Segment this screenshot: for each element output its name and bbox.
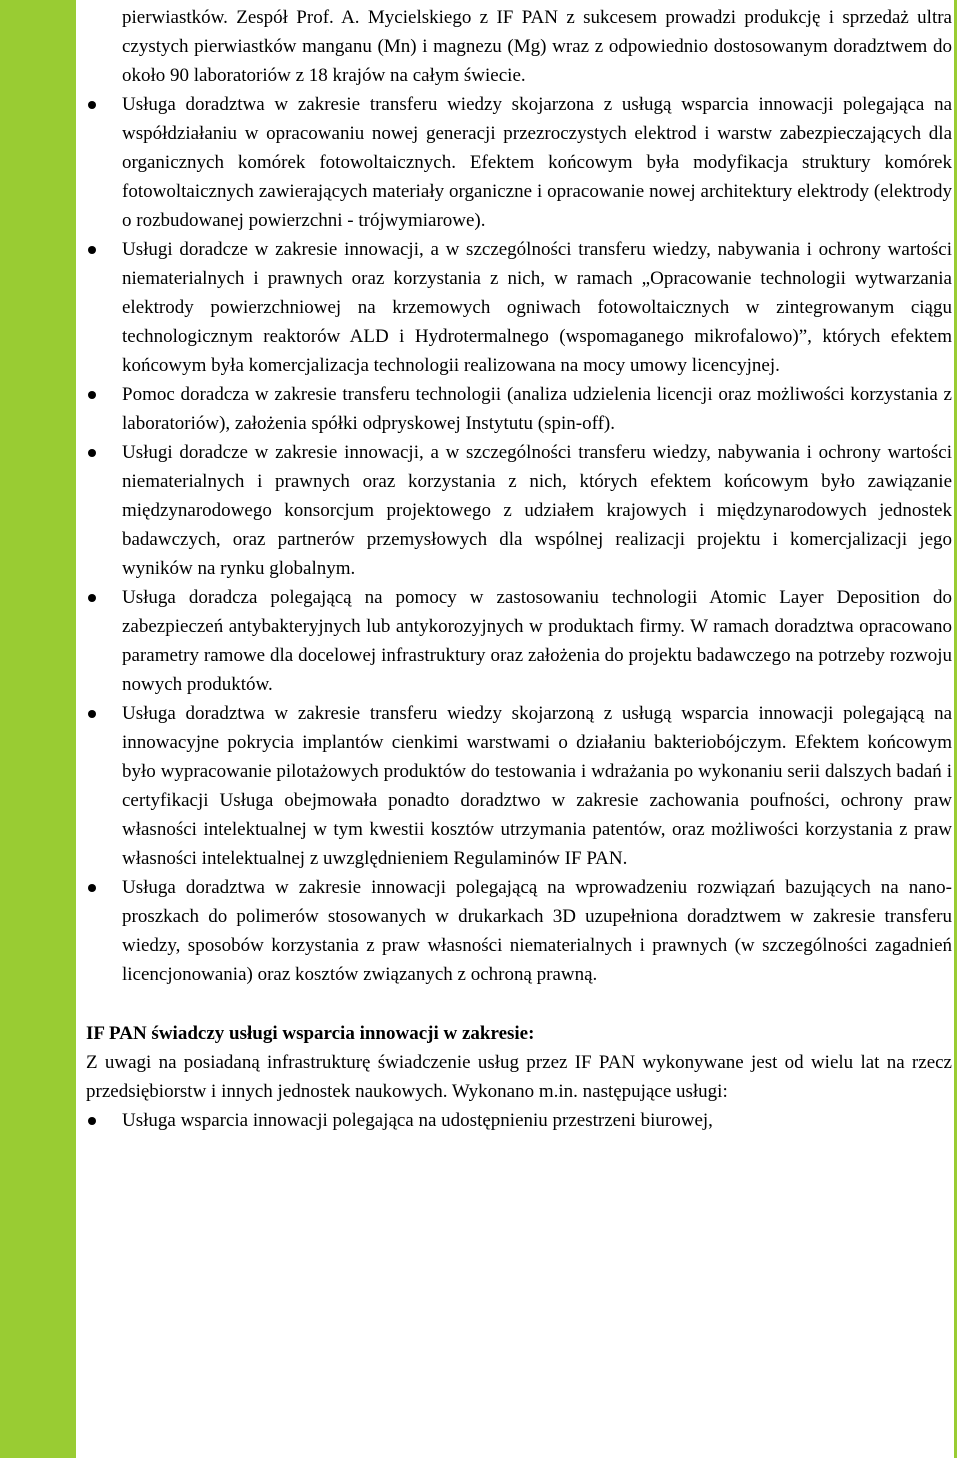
bullet-icon — [88, 101, 96, 109]
bullet-icon — [88, 449, 96, 457]
list-item-text: Usługi doradcze w zakresie innowacji, a w szczególności transferu wiedzy, nabywania i ochrony wartości niematerialnych i prawnych oraz korzystania z nich, których efektem końcowym było zawiązanie międzynarodowego konsorcjum projektowego z udziałem krajowych i międzynarodowych jednostek badawczych, oraz partnerów przemysłowych dla wspólnej realizacji projektu i komercjalizacji jego wyników na rynku globalnym. — [122, 442, 952, 579]
bullet-icon — [88, 884, 96, 892]
bullet-icon — [88, 1117, 96, 1125]
list-item — [86, 380, 952, 438]
list-item — [86, 438, 952, 583]
document-body — [86, 0, 952, 1135]
continuation-paragraph: pierwiastków. Zespół Prof. A. Mycielskiego z IF PAN z sukcesem prowadzi produkcję i sprzedaż ultra czystych pierwiastków manganu (Mn) i magnezu (Mg) wraz z odpowiednio dostosowanym doradztwem do około 90 laboratoriów z 18 krajów na całym świecie. — [122, 7, 952, 86]
list-item — [86, 235, 952, 380]
section-heading: IF PAN świadczy usługi wsparcia innowacji w zakresie: — [86, 1023, 535, 1044]
bullet-icon — [88, 710, 96, 718]
list-item-text: Usługa doradztwa w zakresie transferu wiedzy skojarzoną z usługą wsparcia innowacji polegającą na innowacyjne pokrycia implantów cienkimi warstwami o działaniu bakteriobójczym. Efektem końcowym było wypracowanie pilotażowych produktów do testowania i wdrażania po wykonaniu serii dalszych badań i certyfikacji Usługa obejmowała ponadto doradztwo w zakresie zachowania poufności, ochrony praw własności intelektualnej w tym kwestii kosztów utrzymania patentów, oraz możliwości korzystania z praw własności intelektualnej z uwzględnieniem Regulaminów IF PAN. — [122, 703, 952, 869]
list-item-text: Usługi doradcze w zakresie innowacji, a w szczególności transferu wiedzy, nabywania i ochrony wartości niematerialnych i prawnych oraz korzystania z nich, w ramach „Opracowanie technologii wytwarzania elektrody powierzchniowej na krzemowych ogniwach fotowoltaicznych w zintegrowanym ciągu technologicznym reaktorów ALD i Hydrotermalnego (wspomaganego mikrofalowo)”, których efektem końcowym była komercjalizacja technologii realizowana na mocy umowy licencyjnej. — [122, 239, 952, 376]
section-intro: Z uwagi na posiadaną infrastrukturę świadczenie usług przez IF PAN wykonywane jest od wielu lat na rzecz przedsiębiorstw i innych jednostek naukowych. Wykonano m.in. następujące usługi: — [86, 1052, 952, 1102]
list-item-text: Usługa doradztwa w zakresie transferu wiedzy skojarzona z usługą wsparcia innowacji polegająca na współdziałaniu w opracowaniu nowej generacji przezroczystych elektrod i warstw zabezpieczających dla organicznych komórek fotowoltaicznych. Efektem końcowym była modyfikacja struktury komórek fotowoltaicznych zawierających materiały organiczne i opracowanie nowej architektury elektrody (elektrody o rozbudowanej powierzchni - trójwymiarowe). — [122, 94, 952, 231]
list-item-text: Usługa doradztwa w zakresie innowacji polegającą na wprowadzeniu rozwiązań bazujących na nano-proszkach do polimerów stosowanych w drukarkach 3D uzupełniona doradztwem w zakresie transferu wiedzy, sposobów korzystania z praw własności niematerialnych i prawnych (w szczególności zagadnień licencjonowania) oraz kosztów związanych z ochroną prawną. — [122, 877, 952, 985]
list-item — [86, 873, 952, 989]
list-item — [86, 90, 952, 235]
right-green-rule — [954, 0, 957, 1458]
list-item — [86, 699, 952, 873]
support-services-list — [86, 1106, 952, 1135]
left-green-bar — [0, 0, 76, 1458]
list-item — [86, 583, 952, 699]
list-item-text: Pomoc doradcza w zakresie transferu technologii (analiza udzielenia licencji oraz możliwości korzystania z laboratoriów), założenia spółki odpryskowej Instytutu (spin-off). — [122, 384, 952, 434]
list-item-text: Usługa wsparcia innowacji polegająca na udostępnieniu przestrzeni biurowej, — [122, 1110, 713, 1131]
bullet-icon — [88, 391, 96, 399]
bullet-icon — [88, 594, 96, 602]
list-item-text: Usługa doradcza polegającą na pomocy w zastosowaniu technologii Atomic Layer Deposition do zabezpieczeń antybakteryjnych lub antykorozyjnych w produktach firmy. W ramach doradztwa opracowano parametry ramowe dla docelowej infrastruktury oraz założenia do projektu badawczego na potrzeby rozwoju nowych produktów. — [122, 587, 952, 695]
services-list — [86, 90, 952, 989]
list-item — [86, 1106, 952, 1135]
bullet-icon — [88, 246, 96, 254]
